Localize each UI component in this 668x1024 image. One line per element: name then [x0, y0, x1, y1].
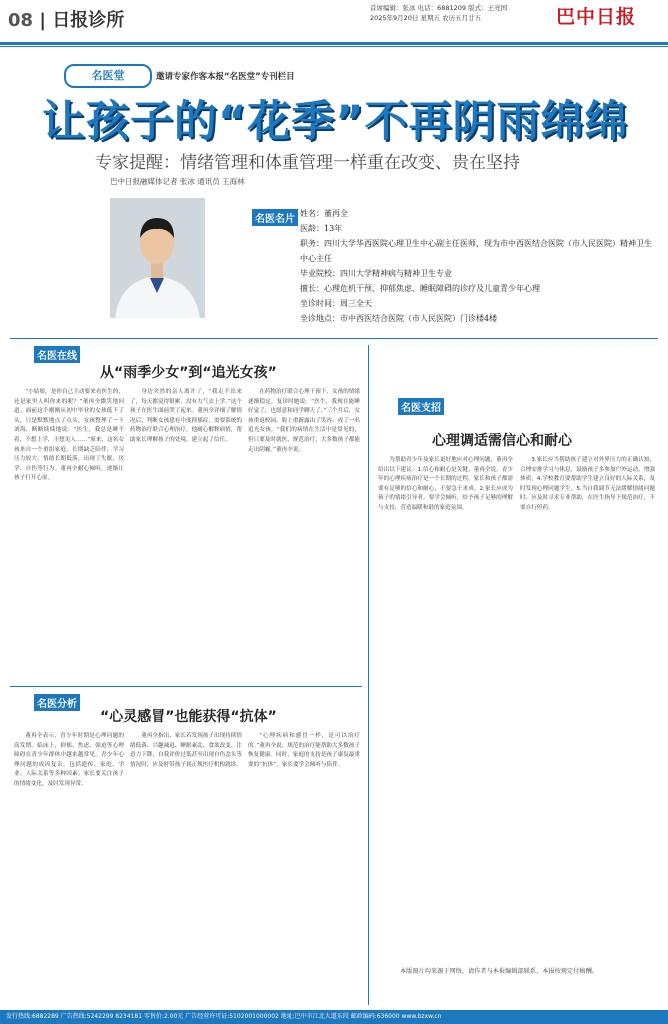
header-rule-thin [0, 46, 668, 47]
section1-col3-text: 在药物治疗联合心理干预下，女孩的情绪逐渐稳定。复诊时她说：“医生，我现在能睡好觉了，也愿意和同学聊天了。”三个月后，女孩重返校园，脸上重新露出了笑容，成了一名追光女孩。“我们的病情在生活中是常见的，但只要及时就医，规范治疗，大多数孩子都能走出阴霾。”董再全说。 [248, 389, 360, 453]
section2-col3-text: “心理疾病和感冒一样，是可以治疗的。”董再全说，规范的治疗能帮助大多数孩子恢复健康。同时，家庭的支持是孩子康复最重要的“抗体”，家长要学会倾听与陪伴。 [248, 733, 360, 768]
kicker: 邀请专家作客本报“名医堂”专刊栏目 [156, 72, 295, 82]
section1-col1-text: “小姑娘，是你自己主动要来看医生的，还是家里人叫你来的呢？”董再全微笑地问道。面前这个刚刚从初中毕业的女孩低下了头，只是默默地点了点头。女孩整理了一下刘海，断断续续地说：“医生，我总是睡不着，不想上学，不想见人……”原来，这名女孩来自一个重组家庭，长期缺乏陪伴，学习压力较大，情绪长期低落，出现了失眠、厌学、自伤等行为。董再全耐心倾听，逐渐让孩子打开心扉。 [14, 389, 124, 482]
doctor-time: 坐诊时间：周三全天 [300, 299, 372, 308]
doctor-portrait-icon [110, 198, 205, 318]
doctor-specialty: 擅长：心理危机干预、抑郁焦虑、睡眠障碍的诊疗及儿童青少年心理 [300, 284, 540, 293]
section2-title: “心灵感冒”也能获得“抗体” [100, 709, 277, 725]
section3-tag: 名医支招 [398, 398, 444, 415]
section2-tag: 名医分析 [34, 694, 80, 711]
section1-tag: 名医在线 [34, 346, 80, 363]
section2-col1 [14, 732, 124, 1002]
section2-col3 [248, 732, 360, 1002]
footnote: 本版图片均来源于网络，请作者与本报编辑部联系，本报按规定付稿酬。 [400, 968, 598, 975]
column-tag: 名医堂 [64, 64, 152, 88]
divider-mid [10, 686, 362, 687]
doctor-location: 坐诊地点：市中西医结合医院（市人民医院）门诊楼4楼 [300, 314, 498, 323]
column-divider [368, 345, 369, 1005]
section1-col2 [130, 388, 242, 678]
newspaper-logo: 巴中日报 [556, 6, 637, 28]
footer-bar: 发行热线:6882289 广告热线:5242299 8234181 零售价:2.00元 广告经营许可证:5102001000002 地址:巴中市江北大道东段 邮政编码:636000 www.bzxw.cn [0, 1010, 668, 1024]
article-subtitle: 专家提醒：情绪管理和体重管理一样重在改变、贵在坚持 [95, 153, 520, 173]
section-name: 日报诊所 [52, 10, 125, 31]
doctor-years: 医龄：13年 [300, 224, 343, 233]
meta-date: 2025年9月20日 星期五 农历五月廿五 [370, 14, 482, 22]
doctor-position: 职务：四川大学华西医院心理卫生中心副主任医师，现为市中西医结合医院（市人民医院）精神卫生中心主任 [300, 239, 652, 263]
doctor-info [300, 206, 655, 326]
section3-col2 [520, 456, 655, 956]
meta-editor: 首席编辑：张冰 电话：6881209 版式：王亮国 [370, 4, 508, 12]
header-rule [0, 42, 668, 45]
doctor-photo [110, 198, 205, 318]
divider-top [10, 338, 658, 339]
doctor-school: 毕业院校：四川大学精神病与精神卫生专业 [300, 269, 452, 278]
section3-col1 [378, 456, 513, 956]
section3-col2-text: 3.家长应当帮助孩子建立对外界压力的正确认知，合理安排学习与休息，鼓励孩子多参加户外运动，增强体质。4.学校教育要帮助学生建立良好的人际关系，及时发现心理问题学生。5.当自我调节无法缓解情绪问题时，应及时寻求专业帮助，在医生指导下规范治疗，不要自行停药。 [520, 457, 655, 511]
section3-title: 心理调适需信心和耐心 [432, 433, 572, 449]
page-number: 08 [8, 10, 34, 31]
section1-col1 [14, 388, 124, 678]
section1-col3 [248, 388, 360, 678]
section2-col1-text: 董再全表示，青少年时期是心理问题的高发期。临床上，抑郁、焦虑、强迫等心理障碍在青少年群体中越来越常见。青少年心理问题的成因复杂，包括遗传、家庭、学业、人际关系等多种因素。家长要关注孩子的情绪变化，及时发现异常。 [14, 733, 124, 787]
section1-title: 从“雨季少女”到“追光女孩” [100, 365, 277, 381]
section2-col2 [130, 732, 242, 1002]
page-header [8, 6, 124, 32]
section2-col2-text: 董再全指出，家长若发现孩子出现持续情绪低落、兴趣减退、睡眠紊乱、食欲改变、注意力下降、自我评价过低甚至出现自伤念头等情况时，应及时带孩子到正规医疗机构就诊。 [130, 733, 242, 768]
doctor-card-tag: 名医名片 [252, 209, 298, 226]
section3-col1-text: 为帮助青少年及家长更好地应对心理问题，董再全给出以下建议：1.信心和耐心是关键。董再全说，青少年的心理疾病治疗是一个长期的过程，家长和孩子都需要有足够的信心和耐心，不要急于求成。2.家长应成为孩子的情绪引导者。要学会倾听，给予孩子足够的理解与支持，营造温暖和谐的家庭氛围。 [378, 457, 513, 511]
byline: 巴中日报融媒体记者 张冰 通讯员 王海林 [110, 177, 245, 186]
doctor-name: 姓名：董再全 [300, 209, 348, 218]
article-title: 让孩子的“花季”不再阴雨绵绵 [42, 97, 629, 147]
page-divider: | [39, 10, 46, 31]
section1-col2-text: 身边突然的亲人离开了，“我走不出来了，每天都觉得很累，没有力气去上学。”这个孩子在医生面前哭了起来。董再全详细了解情况后，判断女孩患有中度抑郁症，需要系统的药物治疗联合心理治疗。他耐心解释病情，帮助家长理解孩子的处境，建立起了信任。 [130, 389, 242, 443]
